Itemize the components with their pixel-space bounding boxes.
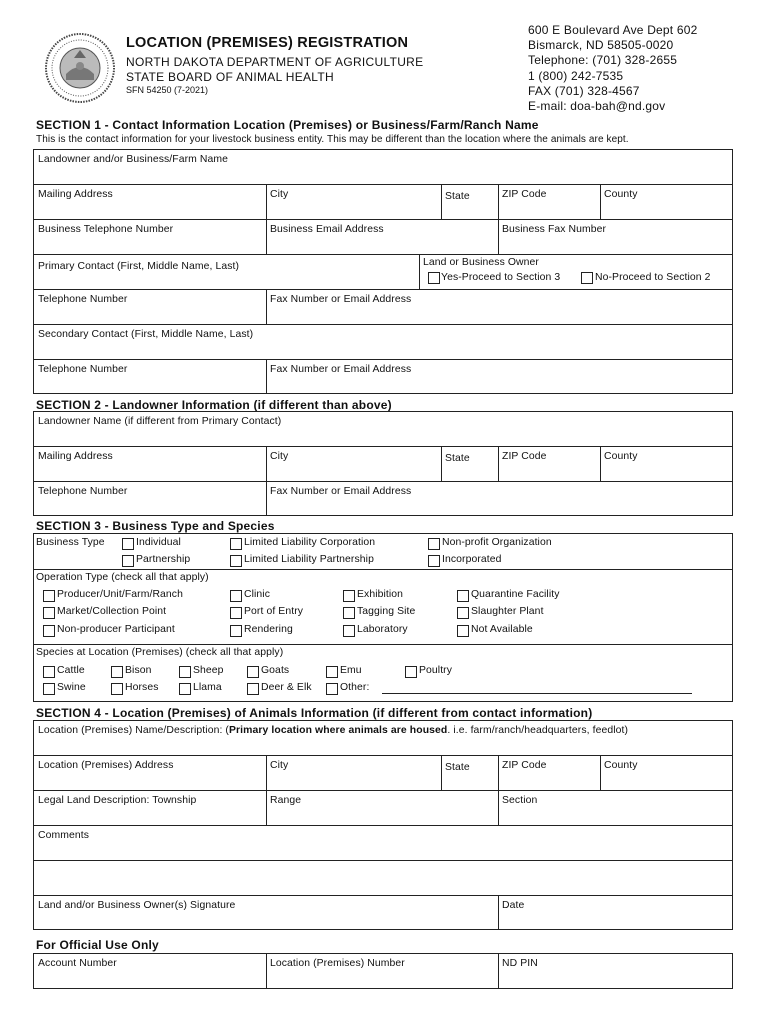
- goats-checkbox[interactable]: [247, 666, 259, 678]
- swine-checkbox[interactable]: [43, 683, 55, 695]
- mailing-address-field[interactable]: Mailing Address: [38, 189, 113, 200]
- s2-city-field[interactable]: City: [270, 451, 289, 462]
- species-label: Species at Location (Premises) (check all that apply): [36, 647, 284, 658]
- premises-name-field[interactable]: Location (Premises) Name/Description: (Primary location where animals are housed. i.e. farm/ranch/headquarters, feedlot): [33, 720, 733, 755]
- nonprofit-checkbox[interactable]: [428, 538, 440, 550]
- range-field[interactable]: Range: [270, 795, 302, 806]
- date-field[interactable]: Date: [502, 900, 525, 911]
- clinic-checkbox[interactable]: [230, 590, 242, 602]
- port-of-entry-checkbox[interactable]: [230, 607, 242, 619]
- landowner-name-field[interactable]: Landowner Name (if different from Primary Contact): [33, 411, 733, 446]
- llp-checkbox[interactable]: [230, 555, 242, 567]
- partnership-checkbox[interactable]: [122, 555, 134, 567]
- laboratory-checkbox[interactable]: [343, 625, 355, 637]
- business-contact-row: [33, 219, 733, 254]
- tagging-site-checkbox[interactable]: [343, 607, 355, 619]
- sheep-checkbox[interactable]: [179, 666, 191, 678]
- department-name: NORTH DAKOTA DEPARTMENT OF AGRICULTURE: [126, 55, 424, 69]
- s4-zip-field[interactable]: ZIP Code: [502, 760, 547, 771]
- owner-no-label: No-Proceed to Section 2: [595, 272, 711, 283]
- secondary-phone-row: [33, 359, 733, 394]
- official-title: For Official Use Only: [36, 938, 159, 952]
- landowner-address-row: [33, 446, 733, 481]
- bison-checkbox[interactable]: [111, 666, 123, 678]
- city-field[interactable]: City: [270, 189, 289, 200]
- s4-county-field[interactable]: County: [604, 760, 638, 771]
- other-species-input[interactable]: [382, 693, 692, 694]
- board-name: STATE BOARD OF ANIMAL HEALTH: [126, 70, 334, 84]
- section3-title: SECTION 3 - Business Type and Species: [36, 519, 275, 533]
- contact-address: 600 E Boulevard Ave Dept 602 Bismarck, ND 58505-0020 Telephone: (701) 328-2655 1 (800) 242-7535 FAX (701) 328-4567 E-mail: doa-bah@nd.gov: [528, 23, 698, 114]
- account-number-field[interactable]: Account Number: [38, 958, 117, 969]
- business-fax-field[interactable]: Business Fax Number: [502, 224, 607, 235]
- s2-fax-email-field[interactable]: Fax Number or Email Address: [270, 486, 412, 497]
- deer-elk-checkbox[interactable]: [247, 683, 259, 695]
- premises-address-row: [33, 755, 733, 790]
- non-producer-checkbox[interactable]: [43, 625, 55, 637]
- operation-type-group: Operation Type (check all that apply) Producer/Unit/Farm/Ranch Clinic Exhibition Quarantine Facility Market/Collection Point Port of Entry Tagging Site Slaughter Plant Non-producer Participant Rendering Laboratory Not Available: [33, 569, 733, 644]
- primary-phone-row: [33, 289, 733, 324]
- business-type-label: Business Type: [36, 537, 105, 548]
- form-number: SFN 54250 (7-2021): [126, 85, 209, 95]
- producer-checkbox[interactable]: [43, 590, 55, 602]
- other-checkbox[interactable]: [326, 683, 338, 695]
- individual-checkbox[interactable]: [122, 538, 134, 550]
- comments-field[interactable]: Comments: [33, 825, 733, 860]
- fax-email2-field[interactable]: Fax Number or Email Address: [270, 364, 412, 375]
- township-field[interactable]: Legal Land Description: Township: [38, 795, 197, 806]
- county-field[interactable]: County: [604, 189, 638, 200]
- mailing-address-row: [33, 184, 733, 219]
- section4-title: SECTION 4 - Location (Premises) of Animals Information (if different from contact information): [36, 706, 593, 720]
- section1-note: This is the contact information for your livestock business entity. This may be different than the location where the animals are kept.: [36, 134, 629, 145]
- fax-email-field[interactable]: Fax Number or Email Address: [270, 294, 412, 305]
- state-field[interactable]: State: [445, 191, 470, 202]
- zip-field[interactable]: ZIP Code: [502, 189, 547, 200]
- premises-address-field[interactable]: Location (Premises) Address: [38, 760, 174, 771]
- cattle-checkbox[interactable]: [43, 666, 55, 678]
- section-field[interactable]: Section: [502, 795, 538, 806]
- section2-title: SECTION 2 - Landowner Information (if different than above): [36, 398, 392, 412]
- signature-row: [33, 895, 733, 930]
- incorporated-checkbox[interactable]: [428, 555, 440, 567]
- primary-contact-row: [33, 254, 733, 289]
- horses-checkbox[interactable]: [111, 683, 123, 695]
- section1-title: SECTION 1 - Contact Information Location (Premises) or Business/Farm/Ranch Name: [36, 118, 539, 132]
- s2-zip-field[interactable]: ZIP Code: [502, 451, 547, 462]
- comments-line2[interactable]: [33, 860, 733, 895]
- slaughter-checkbox[interactable]: [457, 607, 469, 619]
- s2-county-field[interactable]: County: [604, 451, 638, 462]
- llama-checkbox[interactable]: [179, 683, 191, 695]
- exhibition-checkbox[interactable]: [343, 590, 355, 602]
- rendering-checkbox[interactable]: [230, 625, 242, 637]
- legal-description-row: [33, 790, 733, 825]
- species-group: Species at Location (Premises) (check all that apply) Cattle Bison Sheep Goats Emu Poultry Swine Horses Llama Deer & Elk Other:: [33, 644, 733, 702]
- landowner-field[interactable]: Landowner and/or Business/Farm Name: [33, 149, 733, 184]
- primary-contact-field[interactable]: Primary Contact (First, Middle Name, Last): [38, 261, 240, 272]
- owner-yes-label: Yes-Proceed to Section 3: [441, 272, 561, 283]
- s4-state-field[interactable]: State: [445, 762, 470, 773]
- landowner-phone-row: [33, 481, 733, 516]
- premises-number-field[interactable]: Location (Premises) Number: [270, 958, 405, 969]
- market-checkbox[interactable]: [43, 607, 55, 619]
- telephone2-field[interactable]: Telephone Number: [38, 364, 128, 375]
- s2-telephone-field[interactable]: Telephone Number: [38, 486, 128, 497]
- not-available-checkbox[interactable]: [457, 625, 469, 637]
- owner-no-checkbox[interactable]: [581, 272, 593, 284]
- s2-mailing-field[interactable]: Mailing Address: [38, 451, 113, 462]
- quarantine-checkbox[interactable]: [457, 590, 469, 602]
- owner-question: Land or Business Owner: [423, 257, 539, 268]
- state-seal-icon: [44, 32, 116, 104]
- secondary-contact-field[interactable]: Secondary Contact (First, Middle Name, Last): [33, 324, 733, 359]
- poultry-checkbox[interactable]: [405, 666, 417, 678]
- s4-city-field[interactable]: City: [270, 760, 289, 771]
- s2-state-field[interactable]: State: [445, 453, 470, 464]
- llc-checkbox[interactable]: [230, 538, 242, 550]
- official-row: [33, 953, 733, 989]
- form-title: LOCATION (PREMISES) REGISTRATION: [126, 35, 409, 51]
- operation-type-label: Operation Type (check all that apply): [36, 572, 209, 583]
- business-phone-field[interactable]: Business Telephone Number: [38, 224, 174, 235]
- business-type-group: Business Type Individual Limited Liability Corporation Non-profit Organization Partnership Limited Liability Partnership Incorporated: [33, 533, 733, 569]
- owner-yes-checkbox[interactable]: [428, 272, 440, 284]
- signature-field[interactable]: Land and/or Business Owner(s) Signature: [38, 900, 236, 911]
- nd-pin-field[interactable]: ND PIN: [502, 958, 538, 969]
- telephone-field[interactable]: Telephone Number: [38, 294, 128, 305]
- business-email-field[interactable]: Business Email Address: [270, 224, 384, 235]
- emu-checkbox[interactable]: [326, 666, 338, 678]
